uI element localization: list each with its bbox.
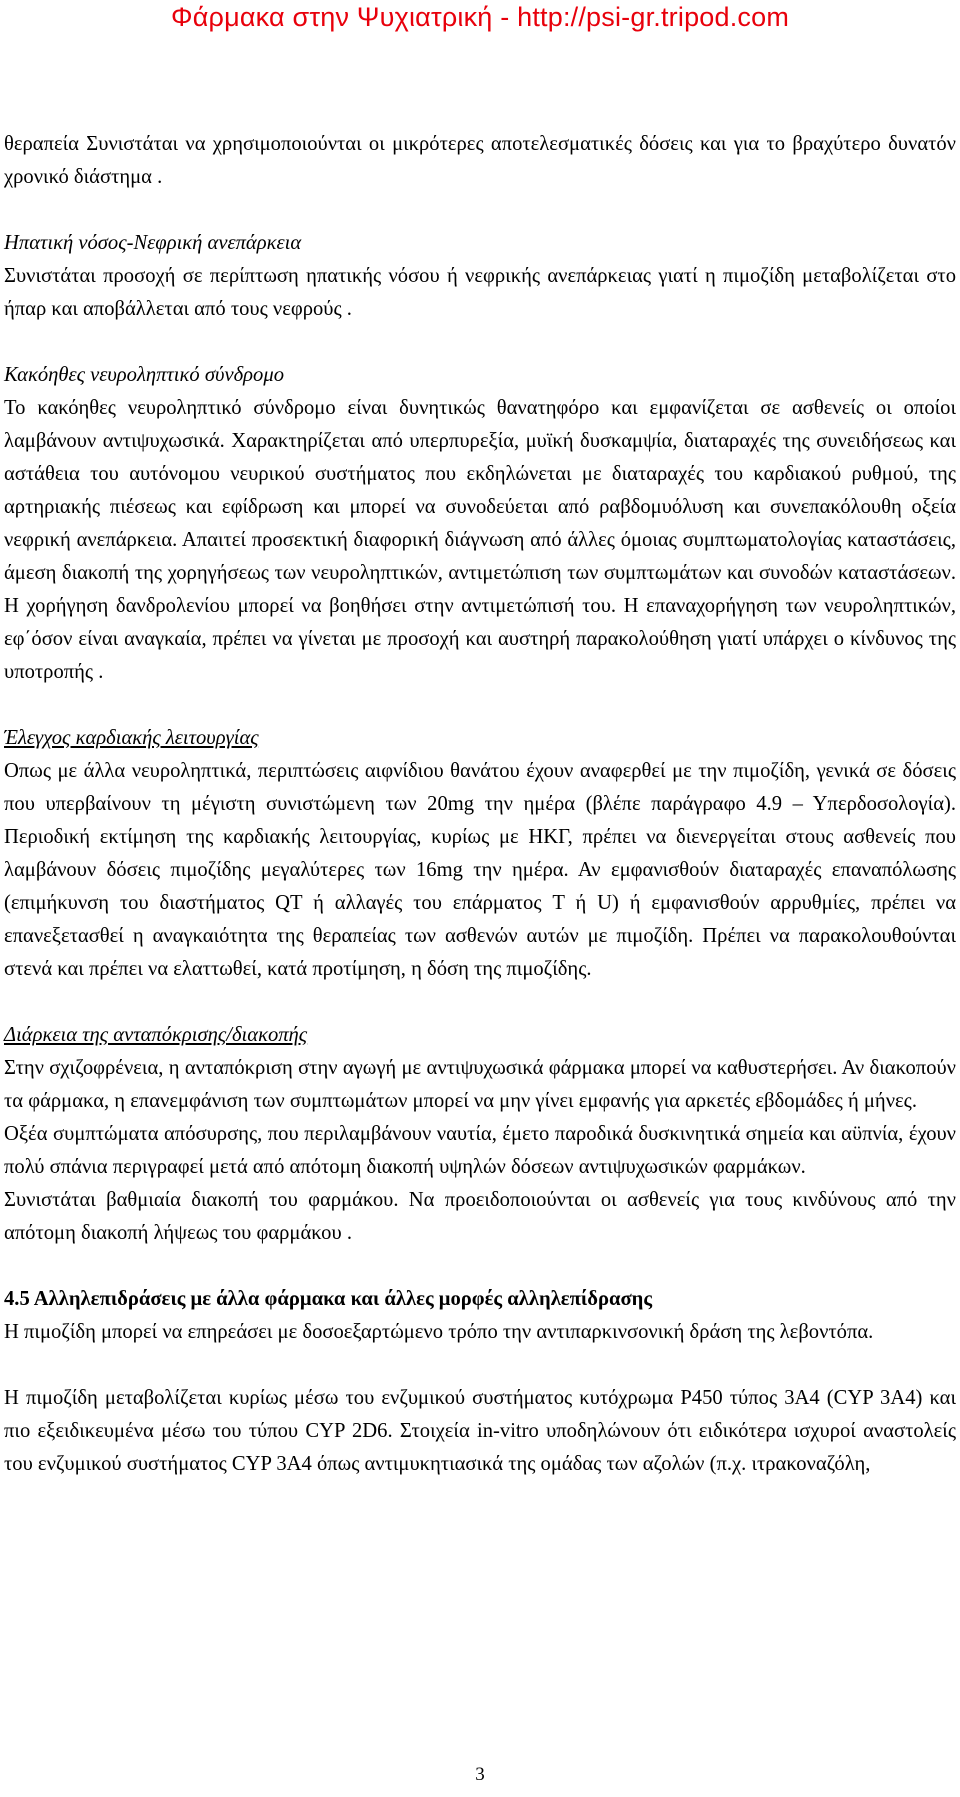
spacer	[4, 1250, 956, 1283]
nms-heading: Κακόηθες νευροληπτικό σύνδρομο	[4, 364, 284, 386]
duration-paragraph-2: Οξέα συμπτώματα απόσυρσης, που περιλαμβάνουν ναυτία, έμετο παροδικά δυσκινητικά σημεία και αϋπνία, έχουν πολύ σπάνια περιγραφεί μετά από απότομη διακοπή υψηλών δόσεων αντιψυχωσικών φαρμάκων.	[4, 1123, 956, 1178]
duration-heading: Διάρκεια της ανταπόκρισης/διακοπής	[4, 1024, 308, 1046]
interactions-paragraph-1: Η πιμοζίδη μπορεί να επηρεάσει με δοσοεξαρτώμενο τρόπο την αντιπαρκινσονική δράση της λεβοντόπα.	[4, 1321, 874, 1343]
spacer	[4, 689, 956, 722]
cardiac-paragraph: Οπως με άλλα νευροληπτικά, περιπτώσεις αιφνίδιου θανάτου έχουν αναφερθεί με την πιμοζίδη, γενικά σε δόσεις που υπερβαίνουν τη μέγιστη συνιστώμενη των 20mg την ημέρα (βλέπε παράγραφο 4.9 – Υπερδοσολογία). Περιοδική εκτίμηση της καρδιακής λειτουργίας, κυρίως με ΗΚΓ, πρέπει να διενεργείται στους ασθενείς που λαμβάνουν δόσεις πιμοζίδης μεγαλύτερες των 16mg την ημέρα. Αν εμφανισθούν διαταραχές επαναπόλωσης (επιμήκυνση του διαστήματος QT ή αλλαγές του επάρματος T ή U) ή εμφανισθούν αρρυθμίες, πρέπει να επανεξετασθεί η αναγκαιότητα της θεραπείας των ασθενών αυτών με πιμοζίδη. Πρέπει να παρακολουθούνται στενά και πρέπει να ελαττωθεί, κατά προτίμηση, η δόση της πιμοζίδης.	[4, 760, 956, 980]
interactions-paragraph-2: Η πιμοζίδη μεταβολίζεται κυρίως μέσω του ενζυμικού συστήματος κυτόχρωμα P450 τύπος 3A4 (CYP 3A4) και πιο εξειδικευμένα μέσω του τύπου CYP 2D6. Στοιχεία in-vitro υποδηλώνουν ότι ειδικότερα ισχυροί αναστολείς του ενζυμικού συστήματος CYP 3A4 όπως αντιμυκητιασικά της ομάδας των αζολών (π.χ. ιτρακοναζόλη,	[4, 1387, 956, 1475]
duration-paragraph-1: Στην σχιζοφρένεια, η ανταπόκριση στην αγωγή με αντιψυχωσικά φάρμακα μπορεί να καθυστερήσει. Αν διακοπούν τα φάρμακα, η επανεμφάνιση των συμπτωμάτων μπορεί να μην γίνει εμφανής για αρκετές εβδομάδες ή μήνες.	[4, 1057, 956, 1112]
nms-paragraph: Το κακόηθες νευροληπτικό σύνδρομο είναι δυνητικώς θανατηφόρο και εμφανίζεται σε ασθενείς οι οποίοι λαμβάνουν αντιψυχωσικά. Χαρακτηρίζεται από υπερπυρεξία, μυϊκή δυσκαμψία, διαταραχές της συνειδήσεως και αστάθεια του αυτόνομου νευρικού συστήματος που εκδηλώνεται με διαταραχές του καρδιακού ρυθμού, της αρτηριακής πιέσεως και εφίδρωση και μπορεί να συνοδεύεται από ραβδομυόλυση και συνεπακόλουθη οξεία νεφρική ανεπάρκεια. Απαιτεί προσεκτική διαφορική διάγνωση από άλλες όμοιας συμπτωματολογίας καταστάσεις, άμεση διακοπή της χορηγήσεως των νευροληπτικών, αντιμετώπιση των συμπτωμάτων και συνοδών καταστάσεων. Η χορήγηση δανδρολενίου μπορεί να βοηθήσει στην αντιμετώπισή του. Η επαναχορήγηση των νευροληπτικών, εφ΄όσον είναι αναγκαία, πρέπει να γίνεται με προσοχή και αυστηρή παρακολούθηση γιατί υπάρχει ο κίνδυνος της υποτροπής .	[4, 397, 956, 683]
interactions-heading: 4.5 Αλληλεπιδράσεις με άλλα φάρμακα και άλλες μορφές αλληλεπίδρασης	[4, 1288, 653, 1310]
hepatic-paragraph: Συνιστάται προσοχή σε περίπτωση ηπατικής νόσου ή νεφρικής ανεπάρκειας γιατί η πιμοζίδη μεταβολίζεται στο ήπαρ και αποβάλλεται από τους νεφρούς .	[4, 265, 956, 320]
site-header-title: Φάρμακα στην Ψυχιατρική - http://psi-gr.tripod.com	[170, 2, 790, 32]
document-body	[4, 128, 956, 1481]
hepatic-heading: Ηπατική νόσος-Νεφρική ανεπάρκεια	[4, 232, 302, 254]
spacer	[4, 1349, 956, 1382]
spacer	[4, 194, 956, 227]
spacer	[4, 326, 956, 359]
cardiac-heading: Έλεγχος καρδιακής λειτουργίας	[4, 727, 259, 749]
spacer	[4, 986, 956, 1019]
intro-paragraph: θεραπεία Συνιστάται να χρησιμοποιούνται οι μικρότερες αποτελεσματικές δόσεις και για το βραχύτερο δυνατόν χρονικό διάστημα .	[4, 133, 956, 188]
duration-paragraph-3: Συνιστάται βαθμιαία διακοπή του φαρμάκου. Να προειδοποιούνται οι ασθενείς για τους κινδύνους από την απότομη διακοπή λήψεως του φαρμάκου .	[4, 1189, 956, 1244]
page-number: 3	[475, 1764, 485, 1785]
